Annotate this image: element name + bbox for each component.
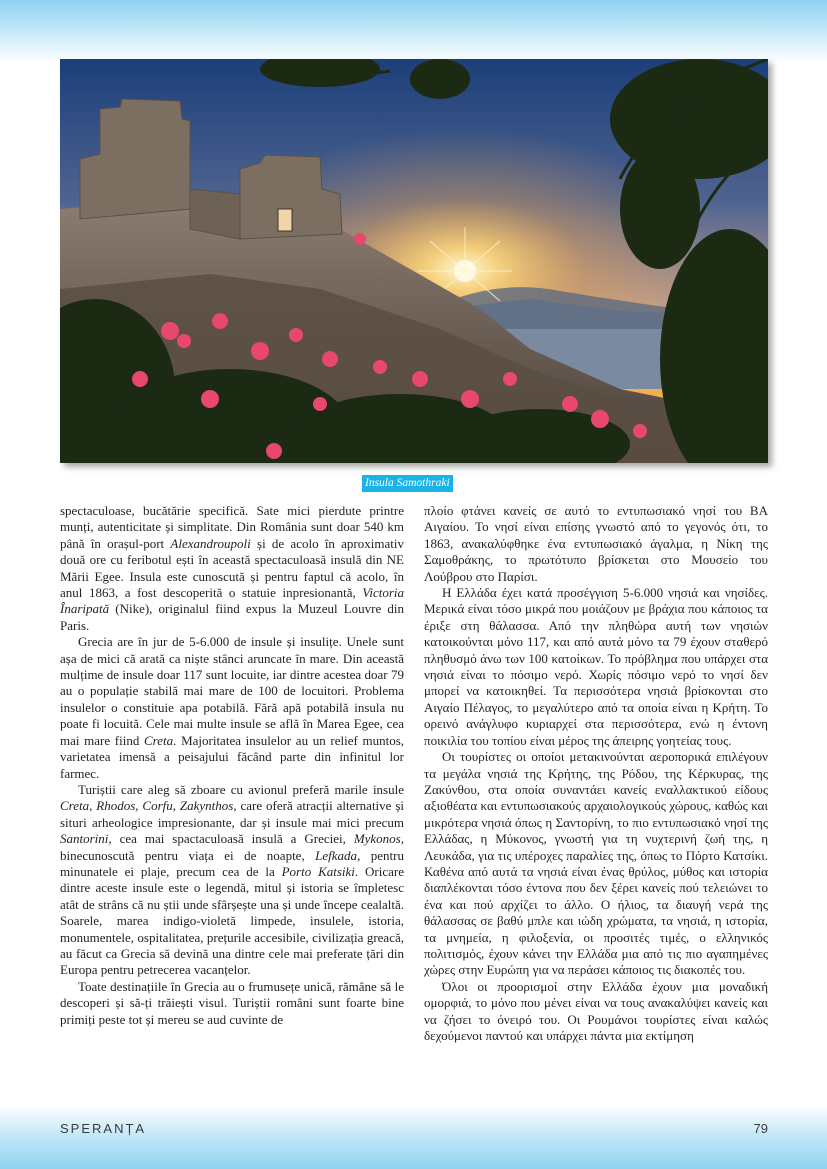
paragraph: Οι τουρίστες οι οποίοι μετακινούνται αεροπορικά επιλέγουν τα μεγάλα νησιά της Κρήτης, της Ρόδου, της Κέρκυρας, της Ζακύνθου, στα οποία συναντάει κανείς εναλλακτικού είδους αξιοθέατα και εντυπωσιακούς αρχαιολογικούς χώρους, καθώς και μικρότερα νησιά όπως η Σαντορίνη, το πιο εντυπωσιακό νησί της Ελλάδας, η Μύκονος, γνωστή για τη νυχτερινή ζωή της, η Λευκάδα, για τις υπέροχες παραλίες της, όπως το Πόρτο Κατσίκι. Καθένα από αυτά τα νησιά είναι ένας θρύλος, μύθος και ιστορία διαπλέκονται τόσο έντονα που δεν ξέρει κανείς πού τελειώνει το ένα και πού αρχίζει το άλλο. Ο ήλιος, τα διαυγή νερά της θάλασσας σε βαθύ μπλε και ιώδη χρώματα, τα νησιά, η ιστορία, τα μνημεία, η φιλοξενία, οι προσιτές τιμές, ο ελληνικός πολιτισμός, έχουν κάνει την Ελλάδα μια από τις πιο αγαπημένες χώρες στην Ευρώπη για να περάσει κάποιος τις διακοπές του. <box>424 749 768 978</box>
paragraph: Όλοι οι προορισμοί στην Ελλάδα έχουν μια μοναδική ομορφιά, το μόνο που μένει είναι να τους ανακαλύψει κανείς και να ζήσει το όνειρό του. Οι Ρουμάνοι τουρίστες είναι καλώς δεχούμενοι παντού και υπάρχει πάντα μια εκτίμηση <box>424 978 768 1043</box>
paragraph: Toate destinațiile în Grecia au o frumusețe unică, rămâne să le descoperi și să-ți trăiești visul. Turiștii români sunt foarte bine primiți peste tot și mereu se aud cuvinte de <box>60 978 404 1027</box>
article-photo <box>60 59 768 463</box>
magazine-name: SPERANȚA <box>60 1121 147 1136</box>
paragraph: Turiștii care aleg să zboare cu avionul preferă marile insule Creta, Rhodos, Corfu, Zakynthos, care oferă atracții alternative și situri arheologice impresionante, dar și insule mai mici precum Santorini, cea mai spactaculoasă insulă a Greciei, Mykonos, binecunoscută pentru viața ei de noapte, Lefkada, pentru minunatele ei plaje, precum cea de la Porto Katsiki. Oricare dintre aceste insule este o legendă, mitul și istoria se împletesc atât de strâns că nu știi unde sfârșește una și unde începe cealaltă. Soarele, marea indigo-violetă limpede, insulele, istoria, monumentele, ospitalitatea, prețurile accesibile, civilizația greacă, au făcut ca Grecia să devină una dintre cele mai preferate țări din Europa pentru petrecerea vacanțelor. <box>60 781 404 978</box>
paragraph: Grecia are în jur de 5-6.000 de insule și insulițe. Unele sunt așa de mici că arată ca niște stânci aruncate în mare. Din această mulțime de insule doar 117 sunt locuite, iar dintre acestea doar 79 au o populație stabilă mai mare de 100 de locuitori. Problema insulelor o constituie apa potabilă. Fără apă potabilă insula nu poate fi locuită. Cele mai multe insule se află în Marea Egee, cea mai mare fiind Creta. Majoritatea insulelor au un relief muntos, varietatea imensă a peisajului făcând parte din infinitul lor farmec. <box>60 634 404 781</box>
right-text-column <box>424 503 768 1044</box>
paragraph: spectaculoase, bucătărie specifică. Sate mici pierdute printre munți, autenticitate și simplitate. Din România sunt doar 540 km până în orașul-port Alexandroupoli și de acolo în aproximativ două ore cu feribotul ești în această spectaculoasă insulă din NE Mării Egee. Insula este cunoscută și pentru faptul că acolo, în anul 1863, a fost descoperită o statuie inpresionantă, Victoria Înaripată (Nike), originalul fiind expus la Muzeul Louvre din Paris. <box>60 503 404 633</box>
photo-caption: Insula Samothraki <box>362 475 453 492</box>
bottom-decorative-band <box>0 1105 827 1169</box>
top-decorative-band <box>0 0 827 62</box>
left-text-column <box>60 503 404 1028</box>
page-number: 79 <box>753 1121 768 1136</box>
paragraph: Η Ελλάδα έχει κατά προσέγγιση 5-6.000 νησιά και νησίδες. Μερικά είναι τόσο μικρά που μοιάζουν με βράχια που κάποιος τα έριξε στη θάλασσα. Από την πληθώρα αυτή των νησιών κατοικούνται μόνο 117, και από αυτά μόνο τα 79 έχουν σταθερό πληθυσμό άνω των 100 κατοίκων. Το πρόβλημα που υπάρχει στα νησιά είναι το πόσιμο νερό. Χωρίς πόσιμο νερό το νησί δεν μπορεί να κατοικηθεί. Τα περισσότερα νησιά βρίσκονται στο Αιγαίο Πέλαγος, το μεγαλύτερο από τα οποία είναι η Κρήτη. Το ορεινό ανάγλυφο κυριαρχεί στα περισσότερα, ενώ η έντονη ποικιλία του τοπίου είναι μέρος της άπειρης γοητείας τους. <box>424 585 768 748</box>
paragraph: πλοίο φτάνει κανείς σε αυτό το εντυπωσιακό νησί του ΒΑ Αιγαίου. Το νησί είναι επίσης γνωστό από το γεγονός ότι, το 1863, ανακαλύφθηκε ένα εντυπωσιακό άγαλμα, η Νίκη της Σαμοθράκης, το πρωτότυπο βρίσκεται στο Μουσείο του Λούβρου στο Παρίσι. <box>424 503 768 584</box>
